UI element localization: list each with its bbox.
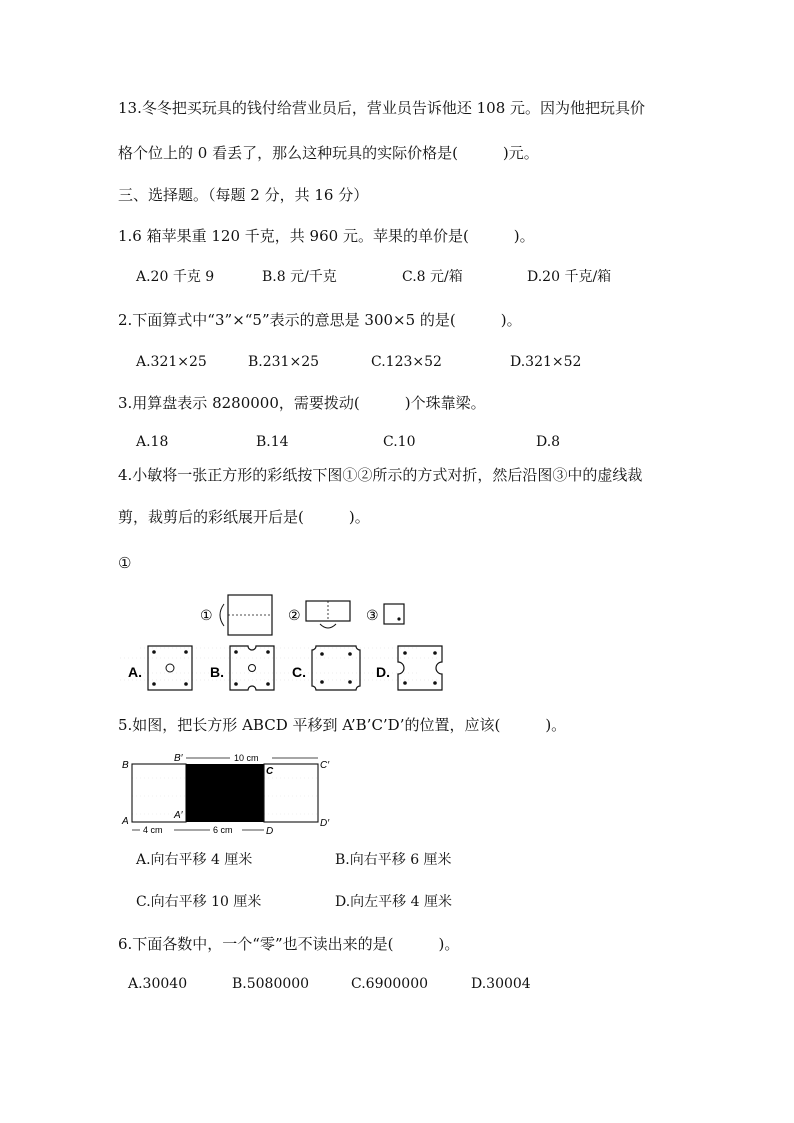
question-3-option-a: A.18 xyxy=(136,434,169,450)
question-6-option-b: B.5080000 xyxy=(232,976,310,992)
question-3-stem: 3.用算盘表示 8280000，需要拨动( )个珠靠梁。 xyxy=(118,394,486,412)
option-a-center-hole xyxy=(166,664,174,672)
question-6-stem: 6.下面各数中，一个“零”也不读出来的是( )。 xyxy=(118,935,460,953)
section-heading: 三、选择题。（每题 2 分，共 16 分） xyxy=(118,186,369,204)
option-c-label: C. xyxy=(292,664,306,680)
vertex-b: B xyxy=(122,760,129,771)
question-6-option-a: A.30040 xyxy=(128,976,188,992)
question-3-option-d: D.8 xyxy=(536,434,561,450)
question-4-stem-line-2: 剪，裁剪后的彩纸展开后是( )。 xyxy=(118,508,370,526)
fold-step-1-label: ① xyxy=(200,607,213,623)
vertex-d-prime: D′ xyxy=(320,818,330,829)
vertex-a: A xyxy=(122,816,129,827)
cut-mark xyxy=(397,617,400,620)
paper-quarter xyxy=(384,604,404,624)
question-6-option-d: D.30004 xyxy=(471,976,531,992)
vertex-c-prime: C′ xyxy=(320,760,330,771)
question-2-option-a: A.321×25 xyxy=(136,354,207,370)
question-5-option-c: C.向右平移 10 厘米 xyxy=(136,894,262,910)
question-3-option-b: B.14 xyxy=(256,434,289,450)
option-d-label: D. xyxy=(376,664,390,680)
curved-arrow-icon xyxy=(220,604,224,626)
question-3-option-c: C.10 xyxy=(383,434,416,450)
question-4-stem-line-1: 4.小敏将一张正方形的彩纸按下图①②所示的方式对折，然后沿图③中的虚线裁 xyxy=(118,466,643,484)
option-c-shape xyxy=(312,646,360,690)
dimension-mid: 6 cm xyxy=(213,825,233,835)
question-5-option-b: B.向右平移 6 厘米 xyxy=(335,852,452,868)
question-1-option-b: B.8 元/千克 xyxy=(262,269,337,285)
option-b-label: B. xyxy=(210,664,224,680)
question-2-option-b: B.231×25 xyxy=(248,354,320,370)
question-1-option-d: D.20 千克/箱 xyxy=(527,269,612,285)
vertex-a-prime: A′ xyxy=(174,810,183,821)
translation-figure xyxy=(118,752,338,838)
question-2-option-d: D.321×52 xyxy=(510,354,582,370)
question-5-option-a: A.向右平移 4 厘米 xyxy=(136,852,253,868)
vertex-c: C xyxy=(266,766,274,777)
answer-options-figure xyxy=(120,640,460,700)
question-5-option-d: D.向左平移 4 厘米 xyxy=(335,894,452,910)
question-4-marker: ① xyxy=(118,554,132,572)
question-1-option-a: A.20 千克 9 xyxy=(136,269,215,285)
fold-step-3-label: ③ xyxy=(366,607,379,623)
fold-step-2-label: ② xyxy=(288,607,301,623)
question-6-option-c: C.6900000 xyxy=(351,976,429,992)
question-2-stem: 2.下面算式中“3”×“5”表示的意思是 300×5 的是( )。 xyxy=(118,311,522,329)
dimension-left: 4 cm xyxy=(143,825,163,835)
option-a-label: A. xyxy=(128,664,142,680)
q13-line-2: 格个位上的 0 看丢了，那么这种玩具的实际价格是( )元。 xyxy=(118,144,539,162)
q13-line-1: 13.冬冬把买玩具的钱付给营业员后，营业员告诉他还 108 元。因为他把玩具价 xyxy=(118,99,646,117)
question-5-stem: 5.如图，把长方形 ABCD 平移到 A’B’C’D’的位置，应该( )。 xyxy=(118,716,567,734)
question-2-option-c: C.123×52 xyxy=(371,354,442,370)
dimension-top: 10 cm xyxy=(234,753,259,763)
question-1-stem: 1.6 箱苹果重 120 千克，共 960 元。苹果的单价是( )。 xyxy=(118,227,535,245)
curved-arrow-icon-2 xyxy=(320,624,336,628)
vertex-b-prime: B′ xyxy=(174,753,183,764)
question-1-option-c: C.8 元/箱 xyxy=(402,269,463,285)
vertex-d: D xyxy=(266,826,274,837)
overlap-region xyxy=(186,764,264,822)
